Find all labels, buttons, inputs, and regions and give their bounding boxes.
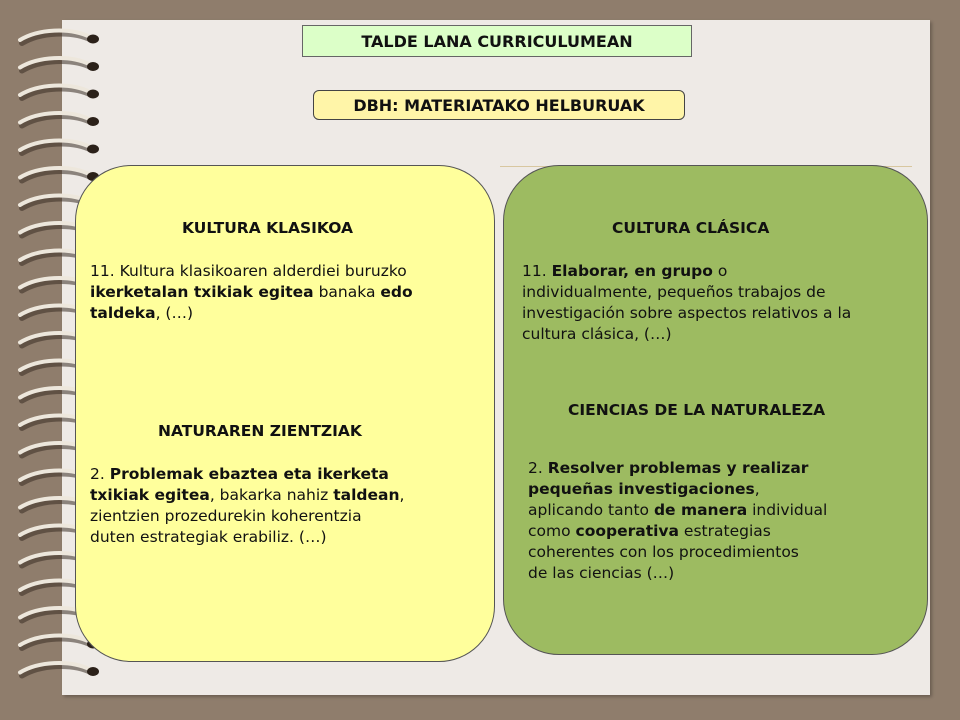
notebook-ring-icon: [20, 86, 99, 99]
kultura-klasikoa-heading: KULTURA KLASIKOA: [182, 219, 354, 237]
notebook-ring-icon: [20, 141, 99, 154]
bold-text: ikerketalan txikiak egitea: [90, 283, 314, 301]
bold-text: Elaborar, en grupo: [551, 262, 713, 280]
plain-text: coherentes con los procedimientos: [528, 543, 799, 561]
naturaren-zientziak-text: [90, 464, 404, 548]
bold-text: Resolver problemas y realizar: [547, 459, 809, 477]
text-line: [90, 485, 404, 506]
bold-text: de manera: [653, 501, 748, 519]
text-line: [528, 521, 827, 542]
bold-text: Problemak ebaztea eta ikerketa: [109, 465, 389, 483]
plain-text: individual: [747, 501, 828, 519]
plain-text: aplicando tanto: [528, 501, 654, 519]
plain-text: ,: [399, 486, 405, 504]
cultura-clasica-text: [522, 261, 851, 345]
text-line: [528, 542, 827, 563]
plain-text: banaka: [313, 283, 381, 301]
bold-text: pequeñas investigaciones: [528, 480, 755, 498]
bold-text: txikiak egitea: [90, 486, 210, 504]
plain-text: 2.: [528, 459, 548, 477]
notebook-ring-icon: [20, 168, 99, 181]
plain-text: investigación sobre aspectos relativos a la: [522, 304, 852, 322]
plain-text: duten estrategiak erabiliz. (…): [90, 528, 327, 546]
plain-text: 11. Kultura klasikoaren alderdiei buruzko: [90, 262, 407, 280]
bold-text: edo: [380, 283, 413, 301]
plain-text: individualmente, pequeños trabajos de: [522, 283, 826, 301]
bold-text: taldeka: [90, 304, 156, 322]
spanish-curriculum-panel: [503, 165, 928, 655]
naturaren-zientziak-heading: NATURAREN ZIENTZIAK: [158, 422, 362, 440]
notebook-ring-icon: [20, 663, 99, 676]
text-line: [522, 303, 851, 324]
text-line: [528, 479, 827, 500]
text-line: [522, 324, 851, 345]
plain-text: zientzien prozedurekin koherentzia: [90, 507, 362, 525]
text-line: [528, 563, 827, 584]
notebook-ring-icon: [20, 58, 99, 71]
text-line: [528, 458, 827, 479]
ciencias-naturaleza-heading: CIENCIAS DE LA NATURALEZA: [568, 401, 826, 419]
plain-text: cultura clásica, (…): [522, 325, 672, 343]
text-line: [522, 261, 851, 282]
text-line: [90, 261, 413, 282]
page-subtitle-text: DBH: MATERIATAKO HELBURUAK: [353, 95, 645, 115]
notebook-ring-icon: [20, 31, 99, 44]
bold-text: cooperativa: [575, 522, 679, 540]
ciencias-naturaleza-text: [528, 458, 827, 584]
text-line: [90, 527, 404, 548]
notebook-ring-icon: [20, 113, 99, 126]
page-title: [302, 25, 692, 57]
text-line: [528, 500, 827, 521]
plain-text: 2.: [90, 465, 110, 483]
plain-text: ,: [754, 480, 760, 498]
basque-curriculum-panel: [75, 165, 495, 662]
kultura-klasikoa-text: [90, 261, 413, 324]
plain-text: o: [712, 262, 728, 280]
plain-text: , (…): [155, 304, 194, 322]
text-line: [522, 282, 851, 303]
text-line: [90, 282, 413, 303]
plain-text: estrategias: [679, 522, 771, 540]
page-title-text: TALDE LANA CURRICULUMEAN: [361, 31, 633, 51]
plain-text: de las ciencias (…): [528, 564, 675, 582]
page-subtitle: [313, 90, 685, 120]
bold-text: taldean: [333, 486, 400, 504]
text-line: [90, 506, 404, 527]
text-line: [90, 464, 404, 485]
plain-text: , bakarka nahiz: [209, 486, 334, 504]
plain-text: 11.: [522, 262, 552, 280]
text-line: [90, 303, 413, 324]
plain-text: como: [528, 522, 576, 540]
cultura-clasica-heading: CULTURA CLÁSICA: [612, 219, 770, 237]
